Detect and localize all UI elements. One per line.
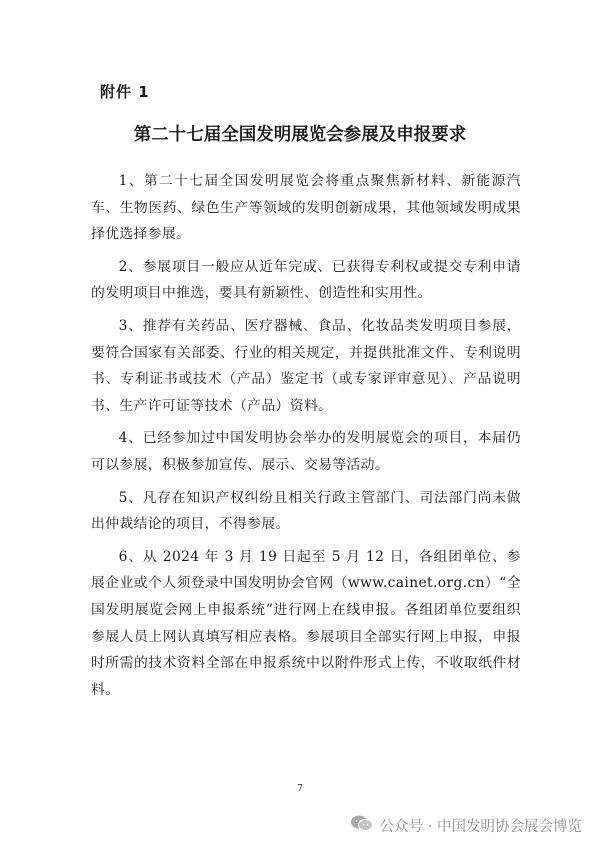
paragraph-6: 6、从 2024 年 3 月 19 日起至 5 月 12 日，各组团单位、参展企业或个人须登录中国发明协会官网（www.cainet.org.cn）“全国发明展览会网上申报系统”进行网上在线申报。各组团单位要组织参展人员上网认真填写相应表格。参展项目全部实行网上申报，申报时所需的技术资料全部在申报系统中以附件形式上传，不收取纸件材料。: [91, 548, 521, 698]
paragraph-3: 3、推荐有关药品、医疗器械、食品、化妆品类发明项目参展，要符合国家有关部委、行业的相关规定，并提供批准文件、专利说明书、专利证书或技术（产品）鉴定书（或专家评审意见）、产品说明书、生产许可证等技术（产品）资料。: [91, 317, 521, 414]
paragraph-4: 4、已经参加过中国发明协会举办的发明展览会的项目，本届仍可以参展，积极参加宣传、展示、交易等活动。: [91, 430, 521, 473]
document-body: [91, 168, 521, 709]
paragraph-5: 5、凡存在知识产权纠纷且相关行政主管部门、司法部门尚未做出仲裁结论的项目，不得参展。: [91, 489, 521, 533]
watermark-text: 公众号 · 中国发明协会展会博览: [379, 818, 582, 835]
paragraph-2: 2、参展项目一般应从近年完成、已获得专利权或提交专利申请的发明项目中推选，要具有新颖性、创造性和实用性。: [91, 258, 521, 302]
document-title: 第二十七届全国发明展览会参展及申报要求: [133, 125, 467, 145]
watermark: [350, 814, 582, 836]
page-number: 7: [297, 784, 303, 794]
attachment-label: 附件 1: [100, 83, 150, 101]
wechat-official-account-icon: [350, 814, 374, 836]
paragraph-1: 1、第二十七届全国发明展览会将重点聚焦新材料、新能源汽车、生物医药、绿色生产等领域的发明创新成果，其他领域发明成果择优选择参展。: [91, 173, 521, 243]
